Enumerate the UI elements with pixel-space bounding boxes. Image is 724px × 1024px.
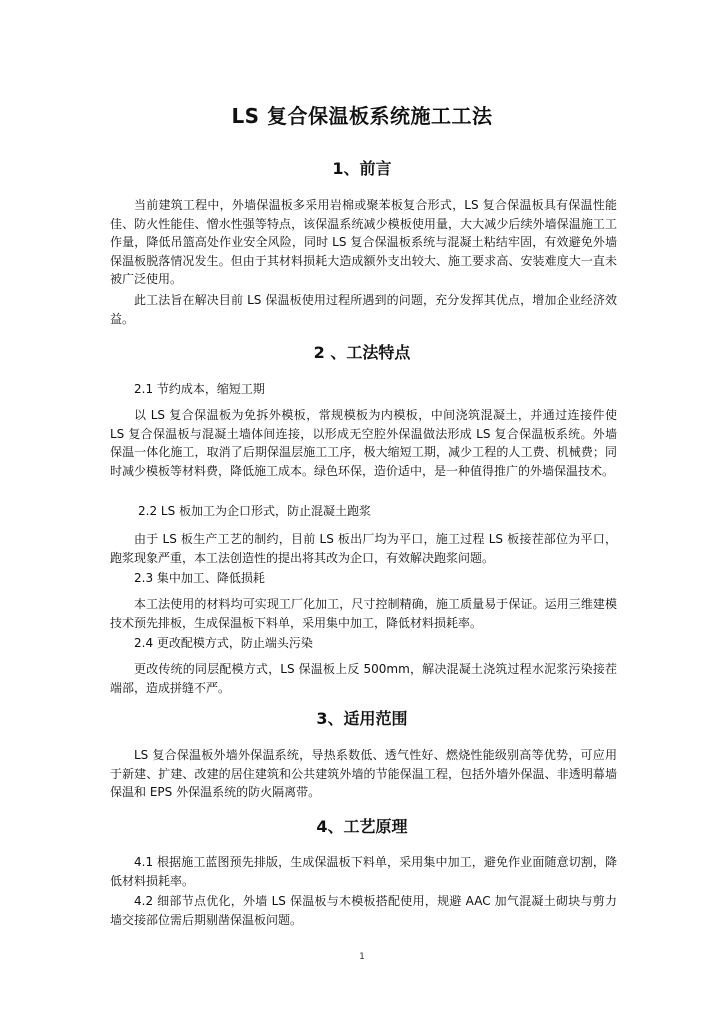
section-2-2-heading: 2.2 LS 板加工为企口形式，防止混凝土跑浆 (138, 504, 372, 518)
section-2-4-paragraph: 更改传统的同层配模方式，LS 保温板上反 500mm，解决混凝土浇筑过程水泥浆污染接茬端部，造成拼缝不严。 (110, 662, 617, 695)
section-4-1-paragraph: 4.1 根据施工蓝图预先排版，生成保温板下料单，采用集中加工，避免作业面随意切割，降低材料损耗率。 (110, 855, 617, 888)
section-3-paragraph: LS 复合保温板外墙外保温系统，导热系数低、透气性好、燃烧性能级别高等优势，可应用于新建、扩建、改建的居住建筑和公共建筑外墙的节能保温工程，包括外墙外保温、非透明幕墙保温和 EPS 外保温系统的防火隔离带。 (110, 748, 617, 800)
section-3-heading: 3、适用范围 (316, 709, 408, 728)
document-title: LS 复合保温板系统施工工法 (231, 104, 493, 128)
section-2-3-heading: 2.3 集中加工、降低损耗 (134, 571, 265, 585)
section-2-4-heading: 2.4 更改配模方式，防止端头污染 (134, 636, 313, 650)
section-2-1-heading: 2.1 节约成本，缩短工期 (134, 382, 265, 396)
section-1-paragraph-1: 当前建筑工程中，外墙保温板多采用岩棉或聚苯板复合形式，LS 复合保温板具有保温性能佳、防火性能佳、憎水性强等特点，该保温系统减少模板使用量，大大减少后续外墙保温施工工作量，降低吊篮高处作业安全风险，同时 LS 复合保温板系统与混凝土粘结牢固，有效避免外墙保温板脱落情况发生。但由于其材料损耗大造成额外支出较大、施工要求高、安装难度大一直未被广泛使用。 (110, 198, 617, 287)
section-4-heading: 4、工艺原理 (316, 817, 408, 836)
section-1-paragraph-2: 此工法旨在解决目前 LS 保温板使用过程所遇到的问题，充分发挥其优点，增加企业经济效益。 (110, 293, 617, 326)
section-1-heading: 1、前言 (332, 159, 392, 178)
section-2-3-paragraph: 本工法使用的材料均可实现工厂化加工，尺寸控制精确，施工质量易于保证。运用三维建模技术预先排板，生成保温板下料单，采用集中加工，降低材料损耗率。 (110, 597, 617, 630)
section-2-1-paragraph: 以 LS 复合保温板为免拆外模板，常规模板为内模板，中间浇筑混凝土，并通过连接件使 LS 复合保温板与混凝土墙体间连接，以形成无空腔外保温做法形成 LS 复合保温板系统。外墙保温一体化施工，取消了后期保温层施工工序，极大缩短工期，减少工程的人工费、机械费；同时减少模板等材料费，降低施工成本。绿色环保，造价适中，是一种值得推广的外墙保温技术。 (110, 408, 617, 478)
page-number: 1 (359, 952, 365, 962)
section-2-2-paragraph: 由于 LS 板生产工艺的制约，目前 LS 板出厂均为平口，施工过程 LS 板接茬部位为平口，跑浆现象严重，本工法创造性的提出将其改为企口，有效解决跑浆问题。 (110, 532, 617, 565)
section-2-heading: 2 、工法特点 (313, 343, 411, 362)
section-4-2-paragraph: 4.2 细部节点优化，外墙 LS 保温板与木模板搭配使用，规避 AAC 加气混凝土砌块与剪力墙交接部位需后期剔凿保温板问题。 (110, 894, 617, 927)
